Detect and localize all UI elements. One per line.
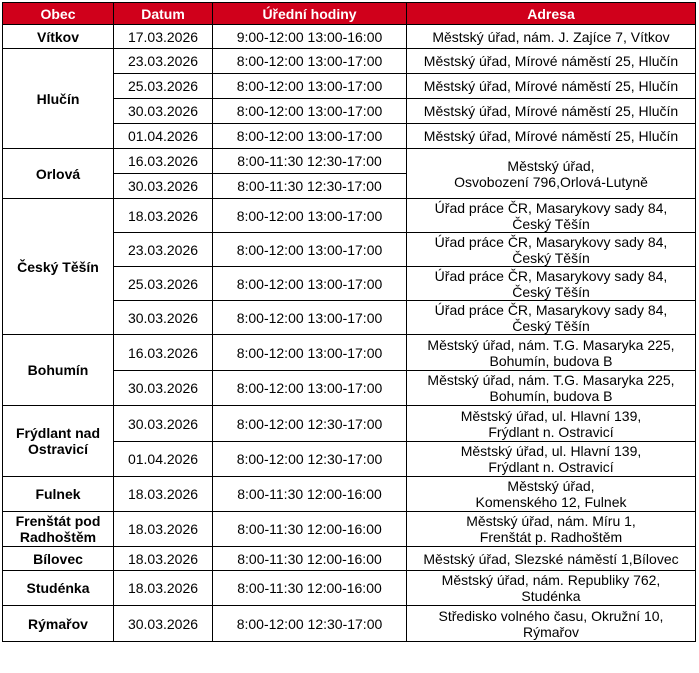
date-cell: 30.03.2026 [114,301,213,335]
office-hours-table [2,2,696,642]
date-cell: 30.03.2026 [114,174,213,199]
hours-cell: 8:00-12:00 12:30-17:00 [213,442,407,477]
address-cell: Městský úřad, nám. J. Zajíce 7, Vítkov [407,25,696,49]
text-line: Městský úřad, [507,478,595,494]
text-line: Studénka [521,588,581,604]
hours-cell: 8:00-11:30 12:00-16:00 [213,512,407,547]
address-cell [407,571,696,606]
text-line: Městský úřad, [507,157,595,174]
text-line: Ostravicí [28,441,88,457]
address-cell [407,233,696,267]
text-line: Městský úřad, nám. T.G. Masaryka 225, [427,372,675,388]
obec-cell: Rýmařov [3,606,114,642]
hours-cell: 8:00-12:00 12:30-17:00 [213,606,407,642]
hours-cell: 8:00-11:30 12:00-16:00 [213,571,407,606]
obec-cell [3,512,114,547]
hours-cell: 8:00-12:00 13:00-17:00 [213,335,407,371]
date-cell: 25.03.2026 [114,267,213,301]
text-line: Frýdlant nad [15,425,100,441]
address-cell [407,442,696,477]
table-row [3,547,696,571]
text-line: Frenštát p. Radhoštěm [479,529,623,545]
date-cell: 18.03.2026 [114,547,213,571]
text-line: Městský úřad, ul. Hlavní 139, [460,407,642,424]
date-cell: 18.03.2026 [114,571,213,606]
date-cell: 01.04.2026 [114,124,213,149]
date-cell: 16.03.2026 [114,149,213,174]
text-line: Osvobození 796,Orlová-Lutyně [454,173,648,190]
hours-cell: 8:00-11:30 12:30-17:00 [213,149,407,174]
text-line: Úřad práce ČR, Masarykovy sady 84, [434,267,668,284]
text-line: Frýdlant n. Ostravicí [488,423,614,440]
text-line: Český Těšín [512,317,590,334]
text-line: Městský úřad, ul. Hlavní 139, [460,443,642,459]
date-cell: 30.03.2026 [114,406,213,442]
address-cell [407,267,696,301]
text-line: Rýmařov [522,623,579,640]
header-adresa: Adresa [407,3,696,25]
table-row [3,335,696,371]
hours-cell: 8:00-12:00 13:00-17:00 [213,124,407,149]
obec-cell: Hlučín [3,49,114,149]
text-line: Městský úřad, nám. Míru 1, [466,513,636,529]
date-cell: 18.03.2026 [114,199,213,233]
hours-cell: 8:00-12:00 13:00-17:00 [213,74,407,99]
table-row [3,512,696,547]
text-line: Český Těšín [512,283,590,300]
address-cell: Městský úřad, Mírové náměstí 25, Hlučín [407,99,696,124]
date-cell: 23.03.2026 [114,49,213,74]
date-cell: 16.03.2026 [114,335,213,371]
date-cell: 18.03.2026 [114,477,213,512]
date-cell: 25.03.2026 [114,74,213,99]
hours-cell: 8:00-12:00 13:00-17:00 [213,49,407,74]
text-line: Český Těšín [512,249,590,266]
obec-cell [3,406,114,477]
text-line: Radhoštěm [19,529,97,545]
text-line: Frýdlant n. Ostravicí [488,459,614,475]
date-cell: 30.03.2026 [114,99,213,124]
table-row [3,25,696,49]
address-cell [407,477,696,512]
date-cell: 17.03.2026 [114,25,213,49]
address-cell: Městský úřad, Mírové náměstí 25, Hlučín [407,124,696,149]
date-cell: 30.03.2026 [114,371,213,406]
date-cell: 30.03.2026 [114,606,213,642]
table-row [3,606,696,642]
header-datum: Datum [114,3,213,25]
address-cell [407,406,696,442]
text-line: Bohumín, budova B [489,388,613,404]
date-cell: 18.03.2026 [114,512,213,547]
table-row [3,571,696,606]
text-line: Městský úřad, nám. T.G. Masaryka 225, [427,336,675,353]
date-cell: 01.04.2026 [114,442,213,477]
table-header [3,3,696,25]
address-cell [407,512,696,547]
hours-cell: 8:00-12:00 12:30-17:00 [213,406,407,442]
address-cell: Městský úřad, Slezské náměstí 1,Bílovec [407,547,696,571]
table-row [3,406,696,442]
address-cell [407,335,696,371]
obec-cell: Vítkov [3,25,114,49]
table-row [3,477,696,512]
obec-cell: Studénka [3,571,114,606]
address-cell [407,149,696,199]
text-line: Frenštát pod [15,513,101,529]
hours-cell: 8:00-12:00 13:00-17:00 [213,371,407,406]
obec-cell: Český Těšín [3,199,114,335]
address-cell [407,606,696,642]
hours-cell: 9:00-12:00 13:00-16:00 [213,25,407,49]
text-line: Bohumín, budova B [489,352,613,369]
header-row [3,3,696,25]
text-line: Středisko volného času, Okružní 10, [438,607,664,624]
text-line: Úřad práce ČR, Masarykovy sady 84, [434,301,668,318]
hours-cell: 8:00-12:00 13:00-17:00 [213,233,407,267]
address-cell: Městský úřad, Mírové náměstí 25, Hlučín [407,49,696,74]
table-row [3,49,696,74]
obec-cell: Fulnek [3,477,114,512]
address-cell: Městský úřad, Mírové náměstí 25, Hlučín [407,74,696,99]
text-line: Úřad práce ČR, Masarykovy sady 84, [434,233,668,250]
hours-cell: 8:00-12:00 13:00-17:00 [213,199,407,233]
hours-cell: 8:00-12:00 13:00-17:00 [213,267,407,301]
obec-cell: Orlová [3,149,114,199]
table-row [3,149,696,174]
address-cell [407,301,696,335]
address-cell [407,199,696,233]
text-line: Komenského 12, Fulnek [475,494,627,510]
header-hodiny: Úřední hodiny [213,3,407,25]
hours-cell: 8:00-11:30 12:00-16:00 [213,547,407,571]
hours-cell: 8:00-11:30 12:00-16:00 [213,477,407,512]
hours-cell: 8:00-12:00 13:00-17:00 [213,99,407,124]
date-cell: 23.03.2026 [114,233,213,267]
hours-cell: 8:00-12:00 13:00-17:00 [213,301,407,335]
text-line: Městský úřad, nám. Republiky 762, [441,572,661,588]
table-body [3,25,696,642]
obec-cell: Bohumín [3,335,114,406]
table-row [3,199,696,233]
header-obec: Obec [3,3,114,25]
obec-cell: Bílovec [3,547,114,571]
address-cell [407,371,696,406]
text-line: Úřad práce ČR, Masarykovy sady 84, [434,199,668,216]
hours-cell: 8:00-11:30 12:30-17:00 [213,174,407,199]
text-line: Český Těšín [512,215,590,232]
